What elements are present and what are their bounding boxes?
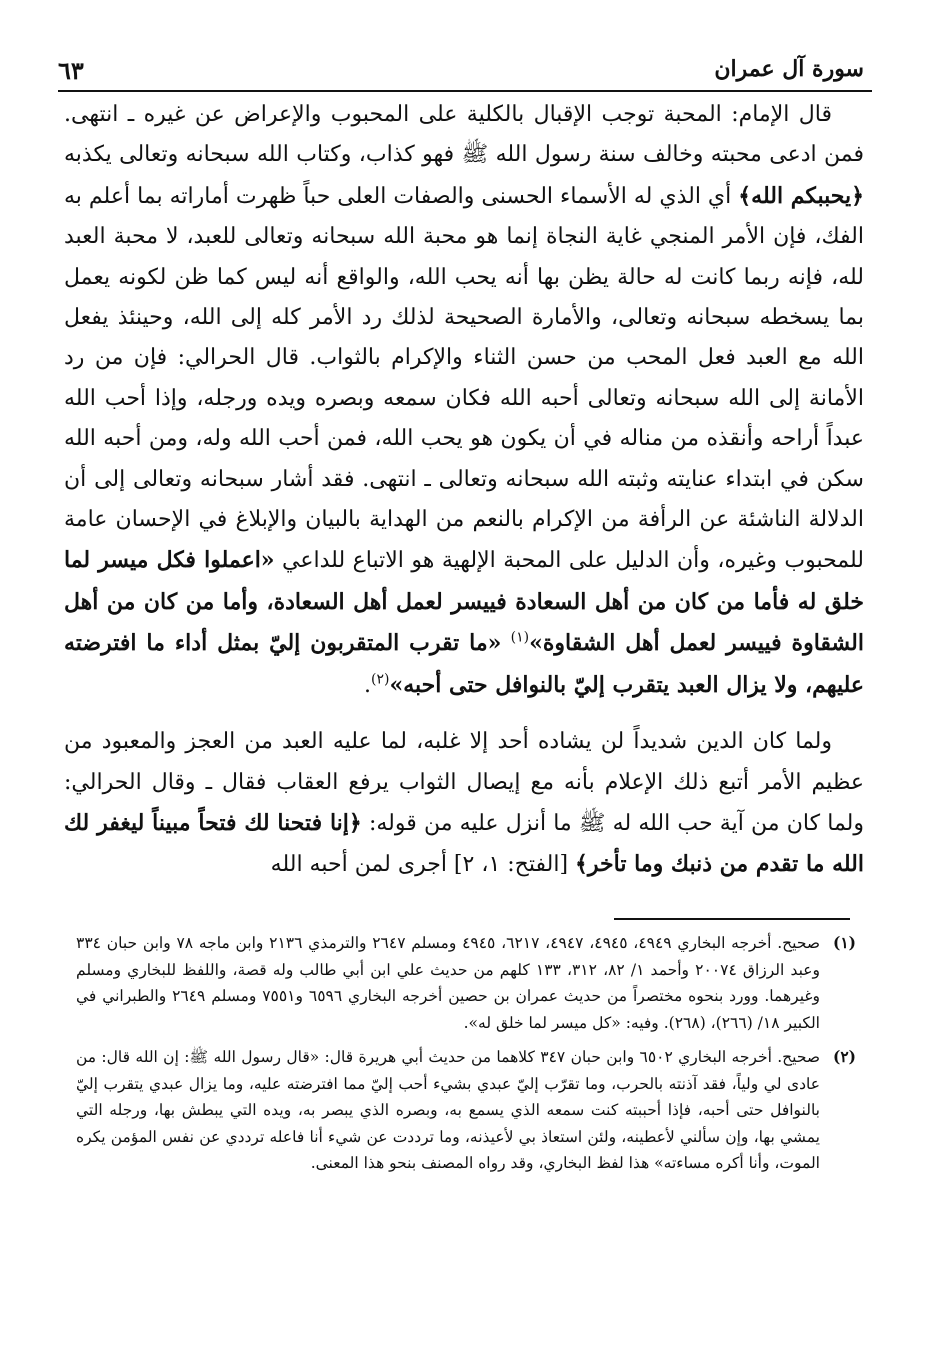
main-text bbox=[64, 95, 864, 886]
footnote-ref-2[interactable]: (٢) bbox=[370, 671, 390, 688]
header-divider bbox=[58, 90, 872, 92]
p1-end: . bbox=[363, 672, 371, 698]
footnote-divider bbox=[614, 918, 850, 920]
footnote-1-number: (١) bbox=[832, 933, 856, 952]
p1-text-b: أي الذي له الأسماء الحسنى والصفات العلى حباً ظهرت أماراته بما أعلم به الفك، فإن الأمر المنجي غاية النجاة إنما هو محبة الله سبحانه وتعالى للعبد، لا محبة العبد لله، فإنه ربما كانت له حالة يظن بها أنه يحب الله، والواقع أنه ليس كما ظن لكونه يعمل بما يسخطه سبحانه وتعالى، والأمارة الصحيحة لذلك رد الأمر كله إلى الله، وحينئذ يفعل الله مع العبد فعل المحب من حسن الثناء والإكرام بالثواب. قال الحرالي: فإن من رد الأمانة إلى الله سبحانه وتعالى أحبه الله فكان سمعه وبصره ويده ورجله، وإذا أحب الله عبداً أراحه وأنقذه من مناله في أن يكون هو يحب الله، فمن أحب الله وله، ومن أحبه الله سكن في ابتداء عنايته وثبته الله سبحانه وتعالى ـ انتهى. فقد أشار سبحانه وتعالى إلى أن الدلالة الناشئة عن الرأفة من الإكرام بالنعم من الهداية بالبيان والإبلاغ في الإحسان عامة للمحبوب وغيره، وأن الدليل على المحبة الإلهية هو الاتباع للداعي bbox=[64, 183, 865, 574]
footnote-2-text: صحيح. أخرجه البخاري ٦٥٠٢ وابن حبان ٣٤٧ كلاهما من حديث أبي هريرة قال: «قال رسول الله ﷺ: إن الله قال: من عادى لي ولياً، فقد آذنته بالحرب، وما تقرّب إليّ عبدي بشيء أحب إليّ مما افترضته عليه، وما يزال عبدي يتقرب إليّ بالنوافل حتى أحبه، فإذا أحببته كنت سمعه الذي يسمع به، وبصره الذي يبصر به، ويده التي يبطش بها، ورجله التي يمشي بها، وإن سألني لأعطينه، ولئن استعاذ بي لأعيذنه، وما ترددت عن شيء أنا فاعله ترددي عن نفس المؤمن يكره الموت، وأنا أكره مساءته» هذا لفظ البخاري، وقد رواه المصنف بنحو هذا المعنى. bbox=[76, 1048, 820, 1172]
paragraph-2 bbox=[64, 722, 864, 886]
footnote-1-text: صحيح. أخرجه البخاري ٤٩٤٩، ٤٩٤٥، ٤٩٤٧، ٦٢١٧، ٤٩٤٥ ومسلم ٢٦٤٧ والترمذي ٢١٣٦ وابن ماجه ٧٨ وابن حبان ٣٣٤ وعبد الرزاق ٢٠٠٧٤ وأحمد ١/ ٨٢، ٣١٢، ١٣٣ كلهم من حديث علي ابن أبي طالب وله قصة، واللفظ للبخاري ومسلم وغيرهما. وورد بنحوه مختصراً من حديث عمران بن حصين أخرجه البخاري ٦٥٩٦ و٧٥٥١ ومسلم ٢٦٤٩ والطبراني في الكبير ١٨/ (٢٦٦)، (٢٦٨). وفيه: «كل ميسر لما خلق له». bbox=[76, 934, 820, 1032]
p1-verse: ﴿يحببكم الله﴾ bbox=[738, 182, 864, 209]
p2-text-b: [الفتح: ١، ٢] أجرى لمن أحبه الله bbox=[270, 852, 576, 878]
footnote-2 bbox=[76, 1044, 856, 1177]
hadith-quote-2: «ما تقرب المتقربون إليّ بمثل أداء ما افترضته عليهم، ولا يزال العبد يتقرب إليّ بالنوافل حتى أحبه» bbox=[64, 630, 864, 698]
footnote-ref-1[interactable]: (١) bbox=[510, 629, 530, 646]
footnote-1 bbox=[76, 930, 856, 1036]
page-number: ٦٣ bbox=[58, 56, 84, 85]
footnote-2-number: (٢) bbox=[832, 1047, 856, 1066]
p1-text-a: قال الإمام: المحبة توجب الإقبال بالكلية على المحبوب والإعراض عن غيره ـ انتهى. فمن ادعى محبته وخالف سنة رسول الله ﷺ فهو كذاب، وكتاب الله سبحانه وتعالى يكذبه bbox=[64, 102, 864, 168]
hadith-quote-1: «اعملوا فكل ميسر لما خلق له فأما من كان من أهل السعادة فييسر لعمل أهل السعادة، وأما من كان من أهل الشقاوة فييسر لعمل أهل الشقاوة» bbox=[64, 547, 864, 657]
footnotes bbox=[76, 930, 856, 1177]
p2-verse: ﴿إنا فتحنا لك فتحاً مبيناً ليغفر لك الله ما تقدم من ذنبك وما تأخر﴾ bbox=[64, 809, 864, 878]
surah-title: سورة آل عمران bbox=[714, 56, 864, 82]
p2-text-a: ولما كان الدين شديداً لن يشاده أحد إلا غلبه، لما عليه العبد من العجز والمعبود من عظيم الأمر أتبع ذلك الإعلام بأنه مع إيصال الثواب يرفع العقاب فقال ـ وقال الحرالي: ولما كان من آية حب الله له ﷺ ما أنزل عليه من قوله: bbox=[64, 729, 864, 836]
paragraph-1 bbox=[64, 95, 864, 706]
running-header bbox=[58, 54, 864, 90]
